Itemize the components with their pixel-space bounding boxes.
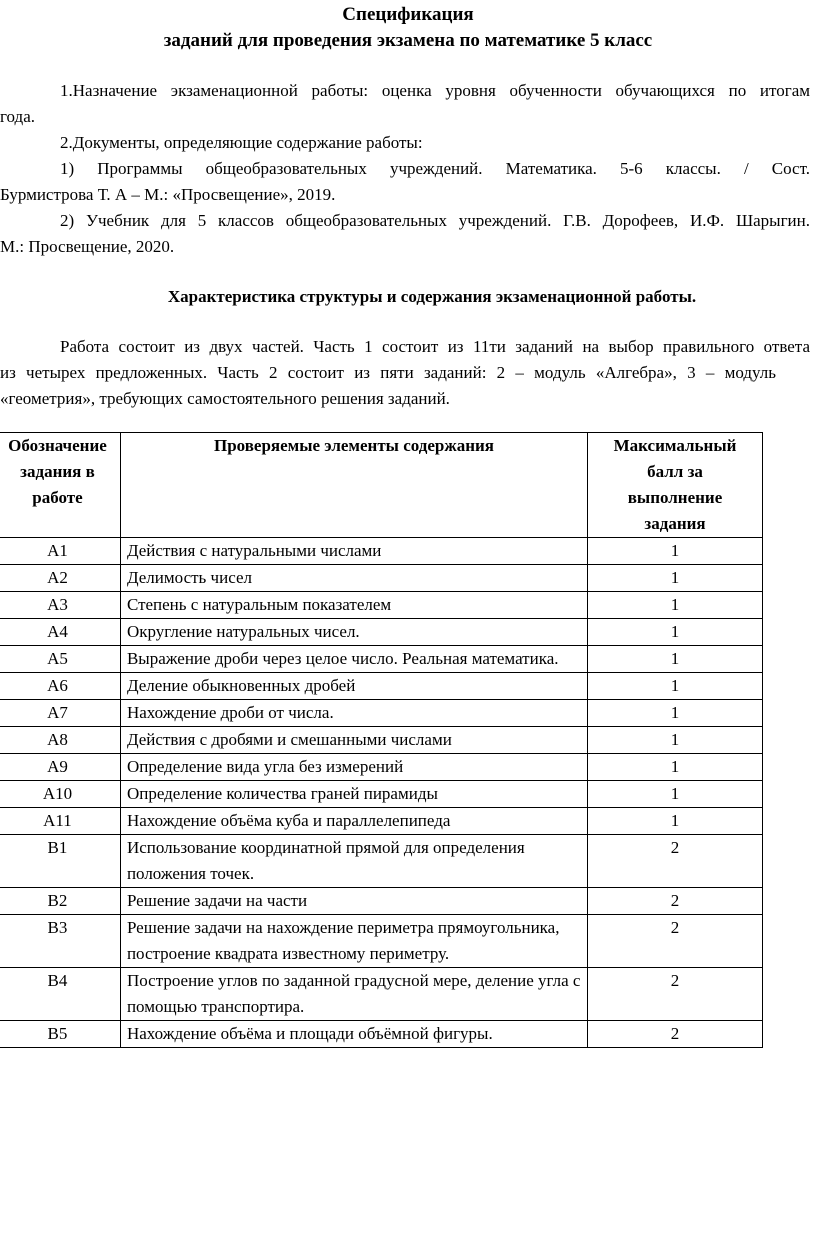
score-cell: 1 <box>588 646 763 673</box>
score-cell: 2 <box>588 968 763 1021</box>
content-cell: Определение вида угла без измерений <box>120 754 587 781</box>
content-cell: Степень с натуральным показателем <box>120 592 587 619</box>
header-max-score: Максимальный балл за выполнение задания <box>588 433 763 538</box>
score-cell: 1 <box>588 781 763 808</box>
paragraph: Работа состоит из двух частей. Часть 1 состоит из 11ти заданий на выбор правильного ответа <box>60 337 810 356</box>
score-cell: 1 <box>588 808 763 835</box>
task-id-cell: В2 <box>0 888 120 915</box>
task-id-cell: В4 <box>0 968 120 1021</box>
content-cell: Деление обыкновенных дробей <box>120 673 587 700</box>
content-cell: Использование координатной прямой для определения положения точек. <box>120 835 587 888</box>
task-id-cell: В1 <box>0 835 120 888</box>
spec-table <box>0 432 763 1048</box>
table-row <box>0 673 763 700</box>
task-id-cell: В3 <box>0 915 120 968</box>
score-cell: 1 <box>588 700 763 727</box>
content-cell: Округление натуральных чисел. <box>120 619 587 646</box>
score-cell: 1 <box>588 619 763 646</box>
paragraph: 1) Программы общеобразовательных учреждений. Математика. 5-6 классы. / Сост. <box>60 159 810 178</box>
content-cell: Решение задачи на части <box>120 888 587 915</box>
content-cell: Решение задачи на нахождение периметра прямоугольника, построение квадрата известному периметру. <box>120 915 587 968</box>
table-row <box>0 538 763 565</box>
table-row <box>0 968 763 1021</box>
task-id-cell: А2 <box>0 565 120 592</box>
score-cell: 1 <box>588 565 763 592</box>
content-cell: Действия с дробями и смешанными числами <box>120 727 587 754</box>
score-cell: 2 <box>588 915 763 968</box>
paragraph: 1.Назначение экзаменационной работы: оценка уровня обученности обучающихся по итогам <box>60 81 810 100</box>
content-cell: Нахождение объёма и площади объёмной фигуры. <box>120 1021 587 1048</box>
table-row <box>0 565 763 592</box>
content-cell: Действия с натуральными числами <box>120 538 587 565</box>
task-id-cell: А6 <box>0 673 120 700</box>
table-row <box>0 646 763 673</box>
paragraph: 2) Учебник для 5 классов общеобразовательных учреждений. Г.В. Дорофеев, И.Ф. Шарыгин. <box>60 211 810 230</box>
table-row <box>0 781 763 808</box>
score-cell: 1 <box>588 754 763 781</box>
table-row <box>0 1021 763 1048</box>
score-cell: 2 <box>588 1021 763 1048</box>
section-heading: Характеристика структуры и содержания экзаменационной работы. <box>167 287 697 306</box>
content-cell: Делимость чисел <box>120 565 587 592</box>
table-row <box>0 835 763 888</box>
task-id-cell: А5 <box>0 646 120 673</box>
paragraph: года. <box>0 107 36 126</box>
task-id-cell: А10 <box>0 781 120 808</box>
table-row <box>0 754 763 781</box>
content-cell: Построение углов по заданной градусной мере, деление угла с помощью транспортира. <box>120 968 587 1021</box>
paragraph: 2.Документы, определяющие содержание работы: <box>60 133 423 152</box>
score-cell: 1 <box>588 673 763 700</box>
table-row <box>0 915 763 968</box>
content-cell: Нахождение дроби от числа. <box>120 700 587 727</box>
score-cell: 1 <box>588 727 763 754</box>
content-cell: Нахождение объёма куба и параллелепипеда <box>120 808 587 835</box>
task-id-cell: А7 <box>0 700 120 727</box>
header-task-id: Обозначение задания в работе <box>0 433 120 538</box>
table-row <box>0 888 763 915</box>
page-subtitle: заданий для проведения экзамена по математике 5 класс <box>163 30 653 51</box>
table-row <box>0 808 763 835</box>
score-cell: 2 <box>588 888 763 915</box>
score-cell: 1 <box>588 592 763 619</box>
paragraph: «геометрия», требующих самостоятельного решения заданий. <box>0 389 450 408</box>
content-cell: Выражение дроби через целое число. Реальная математика. <box>120 646 587 673</box>
score-cell: 1 <box>588 538 763 565</box>
header-content: Проверяемые элементы содержания <box>120 433 587 538</box>
task-id-cell: А8 <box>0 727 120 754</box>
paragraph: Бурмистрова Т. А – М.: «Просвещение», 2019. <box>0 185 336 204</box>
score-cell: 2 <box>588 835 763 888</box>
task-id-cell: А11 <box>0 808 120 835</box>
page-title: Спецификация <box>342 4 474 25</box>
task-id-cell: А4 <box>0 619 120 646</box>
task-id-cell: А1 <box>0 538 120 565</box>
paragraph: из четырех предложенных. Часть 2 состоит из пяти заданий: 2 – модуль «Алгебра», 3 – модуль <box>0 363 776 382</box>
task-id-cell: В5 <box>0 1021 120 1048</box>
task-id-cell: А3 <box>0 592 120 619</box>
content-cell: Определение количества граней пирамиды <box>120 781 587 808</box>
table-row <box>0 700 763 727</box>
table-row <box>0 592 763 619</box>
task-id-cell: А9 <box>0 754 120 781</box>
table-row <box>0 619 763 646</box>
paragraph: М.: Просвещение, 2020. <box>0 237 175 256</box>
table-row <box>0 727 763 754</box>
